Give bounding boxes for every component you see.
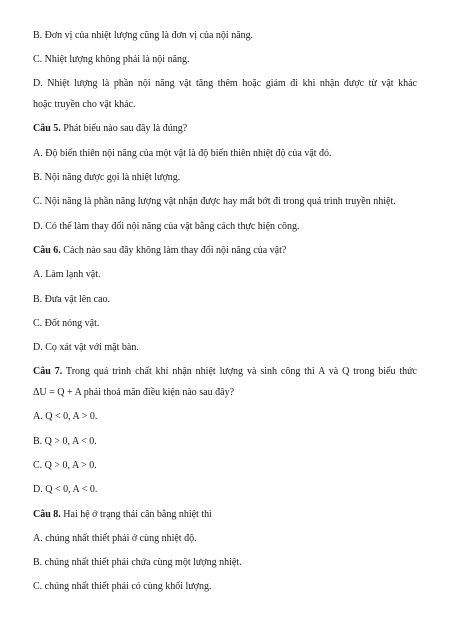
q5-answer-c: C. Nội năng là phần năng lượng vật nhận được hay mất bớt đi trong quá trình truyền nhiệt. bbox=[33, 196, 396, 207]
question-5 bbox=[33, 123, 187, 135]
q7-answer-c: C. Q > 0, A > 0. bbox=[33, 460, 97, 471]
q8-answer-a: A. chúng nhất thiết phải ở cùng nhiệt độ. bbox=[33, 533, 197, 544]
q6-answer-b: B. Đưa vật lên cao. bbox=[33, 294, 111, 305]
q5-answer-a: A. Độ biến thiên nội năng của một vật là độ biến thiên nhiệt độ của vật đó. bbox=[33, 148, 332, 159]
q8-answer-c: C. chúng nhất thiết phải có cùng khối lượng. bbox=[33, 581, 212, 592]
question-text: Cách nào sau đây không làm thay đổi nội năng của vật? bbox=[60, 245, 287, 256]
question-text: Phát biểu nào sau đây là đúng? bbox=[60, 123, 188, 134]
question-8 bbox=[33, 509, 212, 521]
q7-answer-d: D. Q < 0, A < 0. bbox=[33, 484, 98, 495]
q7-answer-a: A. Q < 0, A > 0. bbox=[33, 411, 98, 422]
question-label: Câu 7. bbox=[33, 366, 63, 377]
question-7 bbox=[33, 366, 417, 378]
question-label: Câu 5. bbox=[33, 123, 61, 134]
question-label: Câu 6. bbox=[33, 245, 61, 256]
q5-answer-b: B. Nội năng được gọi là nhiệt lượng. bbox=[33, 172, 181, 183]
q7-answer-b: B. Q > 0, A < 0. bbox=[33, 436, 97, 447]
q8-answer-b: B. chúng nhất thiết phải chứa cùng một lượng nhiệt. bbox=[33, 557, 242, 568]
question-label: Câu 8. bbox=[33, 509, 61, 520]
answer-d-prev-cont: hoặc truyền cho vật khác. bbox=[33, 99, 136, 110]
question-text: Trong quá trình chất khí nhận nhiệt lượng và sinh công thì A và Q trong biểu thức bbox=[62, 366, 417, 377]
q5-answer-d: D. Có thể làm thay đổi nội năng của vật bằng cách thực hiện công. bbox=[33, 221, 300, 232]
answer-5b-prev: B. Đơn vị của nhiệt lượng cũng là đơn vị của nội năng. bbox=[33, 30, 254, 41]
question-7-cont: ΔU = Q + A phải thoả mãn điều kiện nào sau đây? bbox=[33, 387, 235, 398]
q6-answer-a: A. Làm lạnh vật. bbox=[33, 269, 101, 280]
q6-answer-d: D. Cọ xát vật với mặt bàn. bbox=[33, 342, 139, 353]
question-text: Hai hệ ở trạng thái cân bằng nhiệt thì bbox=[60, 509, 212, 520]
question-6 bbox=[33, 245, 286, 257]
answer-c-prev: C. Nhiệt lượng không phải là nội năng. bbox=[33, 54, 190, 65]
answer-d-prev: D. Nhiệt lượng là phần nội năng vật tăng thêm hoặc giảm đi khi nhận được từ vật khác bbox=[33, 78, 417, 89]
q6-answer-c: C. Đốt nóng vật. bbox=[33, 318, 100, 329]
